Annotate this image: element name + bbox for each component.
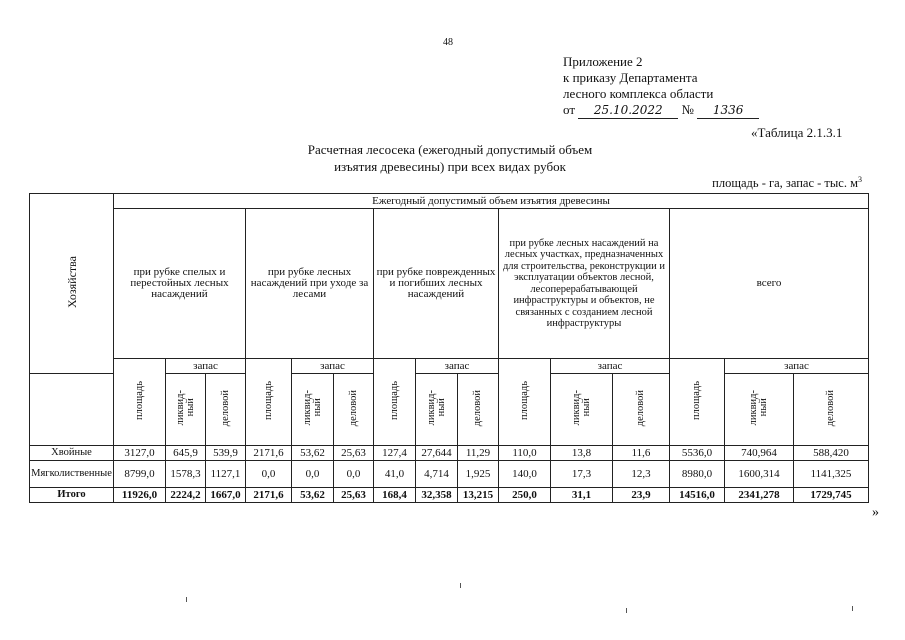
closing-quote: » (872, 505, 879, 520)
table-cell: 1667,0 (206, 488, 246, 503)
table-cell: 12,3 (613, 461, 670, 488)
group-header-total: всего (670, 209, 869, 359)
table-cell: 110,0 (499, 446, 551, 461)
appendix-header (563, 54, 759, 119)
scan-mark (852, 606, 853, 611)
table-cell: 127,4 (374, 446, 416, 461)
scan-mark (626, 608, 627, 613)
row-name: Хвойные (30, 446, 114, 461)
appendix-date-line (563, 102, 759, 119)
commercial-header-2: деловой (334, 374, 374, 446)
table-cell: 1,925 (458, 461, 499, 488)
area-header-4: площадь (499, 359, 551, 446)
table-cell: 588,420 (794, 446, 869, 461)
table-cell: 3127,0 (114, 446, 166, 461)
area-header-5: площадь (670, 359, 725, 446)
table-cell: 8799,0 (114, 461, 166, 488)
table-cell: 13,8 (551, 446, 613, 461)
table-cell: 0,0 (334, 461, 374, 488)
area-header-1: площадь (114, 359, 166, 446)
table-cell: 23,9 (613, 488, 670, 503)
area-header-2: площадь (246, 359, 292, 446)
table-cell: 140,0 (499, 461, 551, 488)
table-cell: 1127,1 (206, 461, 246, 488)
title-line-2: изъятия древесины) при всех видах рубок (334, 159, 566, 174)
table-cell: 2341,278 (725, 488, 794, 503)
table-cell: 53,62 (292, 446, 334, 461)
main-header: Ежегодный допустимый объем изъятия древесины (114, 194, 869, 209)
table-cell: 1578,3 (166, 461, 206, 488)
table-cell: 41,0 (374, 461, 416, 488)
stock-header-3: запас (416, 359, 499, 374)
row-name: Итого (30, 488, 114, 503)
table-cell: 11926,0 (114, 488, 166, 503)
from-label: от (563, 102, 576, 117)
table-cell: 2224,2 (166, 488, 206, 503)
farms-header: Хозяйства (30, 194, 114, 374)
document-title (270, 141, 630, 175)
table-cell: 17,3 (551, 461, 613, 488)
group-header-construction: при рубке лесных насаждений на лесных участках, предназначенных для строительства, реконструкции и эксплуатации объектов лесной, лесоперерабатывающей инфраструктуры и объектов, не связанных с созданием лесной инфраструктуры (499, 209, 670, 359)
table-cell: 31,1 (551, 488, 613, 503)
table-cell: 27,644 (416, 446, 458, 461)
table-cell: 168,4 (374, 488, 416, 503)
table-cell: 14516,0 (670, 488, 725, 503)
spacer-cell (30, 374, 114, 446)
table-cell: 1600,314 (725, 461, 794, 488)
stock-header-4: запас (551, 359, 670, 374)
units-superscript: 3 (858, 175, 862, 184)
order-number: 1336 (697, 102, 759, 119)
table-cell: 1729,745 (794, 488, 869, 503)
table-cell: 539,9 (206, 446, 246, 461)
liquid-header-2: ликвид- ный (292, 374, 334, 446)
stock-header-2: запас (292, 359, 374, 374)
table-cell: 11,29 (458, 446, 499, 461)
table-reference: «Таблица 2.1.3.1 (751, 125, 843, 140)
scan-mark (460, 583, 461, 588)
stock-header-1: запас (166, 359, 246, 374)
units-text: площадь - га, запас - тыс. м (712, 176, 858, 191)
units-note (650, 175, 862, 191)
table-cell: 2171,6 (246, 446, 292, 461)
table-cell: 2171,6 (246, 488, 292, 503)
table-cell: 5536,0 (670, 446, 725, 461)
table-cell: 645,9 (166, 446, 206, 461)
table-row-softwood (30, 461, 869, 488)
group-header-mature: при рубке спелых и перестойных лесных насаждений (114, 209, 246, 359)
table-cell: 25,63 (334, 446, 374, 461)
page-number: 48 (443, 37, 453, 48)
row-name: Мягколиственные (30, 461, 114, 488)
allowable-cut-table (29, 193, 869, 503)
title-line-1: Расчетная лесосека (ежегодный допустимый объем (307, 142, 593, 157)
order-date: 25.10.2022 (578, 102, 678, 119)
table-cell: 32,358 (416, 488, 458, 503)
table-row-conifers (30, 446, 869, 461)
group-header-damaged: при рубке поврежденных и погибших лесных насаждений (374, 209, 499, 359)
table-cell: 1141,325 (794, 461, 869, 488)
table-cell: 250,0 (499, 488, 551, 503)
area-header-3: площадь (374, 359, 416, 446)
commercial-header-4: деловой (613, 374, 670, 446)
table-cell: 740,964 (725, 446, 794, 461)
appendix-line-2: к приказу Департамента (563, 70, 698, 85)
liquid-header-4: ликвид- ный (551, 374, 613, 446)
group-header-care: при рубке лесных насаждений при уходе за лесами (246, 209, 374, 359)
scan-mark (186, 597, 187, 602)
appendix-line-1: Приложение 2 (563, 54, 643, 69)
table-cell: 0,0 (292, 461, 334, 488)
liquid-header-5: ликвид- ный (725, 374, 794, 446)
commercial-header-5: деловой (794, 374, 869, 446)
liquid-header-3: ликвид- ный (416, 374, 458, 446)
table-cell: 4,714 (416, 461, 458, 488)
commercial-header-1: деловой (206, 374, 246, 446)
table-cell: 8980,0 (670, 461, 725, 488)
liquid-header-1: ликвид- ный (166, 374, 206, 446)
appendix-line-3: лесного комплекса области (563, 86, 714, 101)
table-cell: 0,0 (246, 461, 292, 488)
number-sign: № (681, 102, 694, 117)
table-cell: 53,62 (292, 488, 334, 503)
table-row-total (30, 488, 869, 503)
table-cell: 13,215 (458, 488, 499, 503)
table-cell: 25,63 (334, 488, 374, 503)
commercial-header-3: деловой (458, 374, 499, 446)
table-cell: 11,6 (613, 446, 670, 461)
stock-header-5: запас (725, 359, 869, 374)
